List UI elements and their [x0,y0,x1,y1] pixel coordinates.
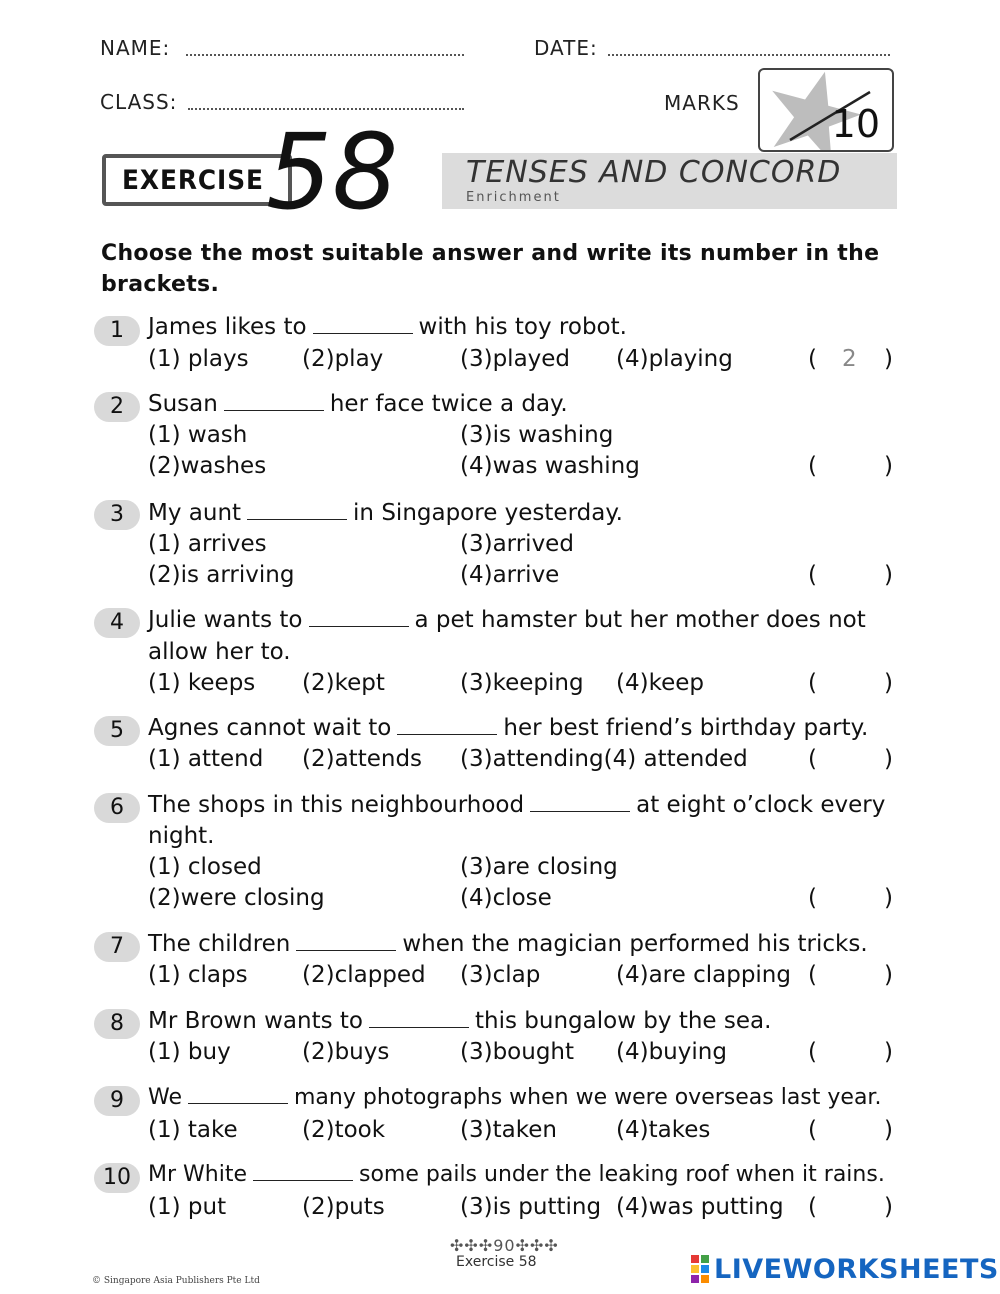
option: (1) take [148,1117,238,1143]
question-number: 1 [94,316,140,346]
exercise-subtitle: Enrichment [466,190,561,205]
answer-bracket[interactable]: ( ) [808,885,893,911]
question-number: 5 [94,716,140,746]
option: (3)clap [460,962,541,988]
option: (2)took [302,1117,386,1143]
answer-bracket[interactable]: ( ) [808,1117,893,1143]
answer-blank [224,392,324,411]
brand-name: LIVEWORKSHEETS [714,1253,999,1285]
class-field[interactable] [188,108,464,110]
question-text: The shops in this neighbourhood at eight o’clock every [148,792,886,818]
answer-bracket[interactable]: ( ) [808,562,893,588]
question-text: James likes to with his toy robot. [148,314,627,340]
answer-bracket[interactable]: ( ) [808,746,893,772]
option: (2)were closing [148,885,325,911]
question-number: 8 [94,1009,140,1039]
option: (3)is putting [460,1194,602,1220]
answer-blank [247,501,347,520]
exercise-number: 58 [266,111,399,233]
instructions: Choose the most suitable answer and write its number in the brackets. [101,241,880,297]
option: (4)buying [616,1039,727,1065]
exercise-word: EXERCISE [122,165,264,196]
copyright: © Singapore Asia Publishers Pte Ltd [92,1276,260,1286]
answer-bracket[interactable]: ( 2 ) [808,346,893,372]
option: (1) put [148,1194,227,1220]
date-label: DATE: [534,36,598,60]
option: (4)arrive [460,562,560,588]
title-band [442,153,897,209]
question-number: 7 [94,932,140,962]
name-label: NAME: [100,36,171,60]
question-number: 3 [94,500,140,530]
answer-blank [296,932,396,951]
option: (3)are closing [460,854,618,880]
option: (1) buy [148,1039,231,1065]
page-exercise-label: Exercise 58 [456,1254,537,1270]
option: (4)close [460,885,552,911]
option: (3)arrived [460,531,574,557]
option: (4)playing [616,346,733,372]
option: (2)play [302,346,384,372]
option: (1) claps [148,962,248,988]
option: (3)is washing [460,422,614,448]
option: (2)clapped [302,962,426,988]
question-number: 6 [94,793,140,823]
date-field[interactable] [608,54,890,56]
question-text: Agnes cannot wait to her best friend’s birthday party. [148,715,869,741]
question-text: The children when the magician performed his tricks. [148,931,868,957]
page-number: ✣✣✣90✣✣✣ [450,1236,559,1255]
question-number: 10 [94,1163,140,1193]
option: (3)bought [460,1039,575,1065]
answer-blank [530,793,630,812]
question-text: My aunt in Singapore yesterday. [148,500,623,526]
answer-blank [313,315,413,334]
question-number: 2 [94,392,140,422]
name-field[interactable] [186,54,464,56]
liveworksheets-logo[interactable] [690,1252,999,1286]
option: (2)kept [302,670,385,696]
option: (4)was washing [460,453,640,479]
exercise-title: TENSES AND CONCORD [466,155,842,190]
answer-blank [369,1009,469,1028]
option: (4)was putting [616,1194,784,1220]
option: (3)keeping [460,670,584,696]
question-text: Mr Brown wants to this bungalow by the sea. [148,1008,772,1034]
class-label: CLASS: [100,90,178,114]
option: (2)is arriving [148,562,295,588]
question-text: We many photographs when we were overseas last year. [148,1085,882,1110]
question-text-continued: allow her to. [148,639,291,665]
answer-blank [309,608,409,627]
exercise-badge [102,154,292,206]
option: (4)takes [616,1117,711,1143]
marks-label: MARKS [664,91,740,115]
answer-bracket[interactable]: ( ) [808,453,893,479]
answer-value[interactable]: 2 [842,346,857,372]
option: (4)are clapping [616,962,791,988]
option: (2)buys [302,1039,390,1065]
logo-blocks-icon [690,1254,712,1284]
option: (1) arrives [148,531,267,557]
answer-blank [188,1085,288,1104]
option: (1) wash [148,422,248,448]
option: (3)played [460,346,571,372]
option: (1) closed [148,854,262,880]
option: (2)attends [302,746,423,772]
option: (2)washes [148,453,267,479]
answer-blank [397,716,497,735]
answer-blank [253,1162,353,1181]
answer-bracket[interactable]: ( ) [808,962,893,988]
question-text: Julie wants to a pet hamster but her mother does not [148,607,866,633]
question-text: Susan her face twice a day. [148,391,568,417]
option: (1) plays [148,346,249,372]
option: (2)puts [302,1194,385,1220]
marks-total: 10 [831,102,880,146]
question-number: 4 [94,608,140,638]
option: (1) keeps [148,670,256,696]
option: (1) attend [148,746,264,772]
question-number: 9 [94,1086,140,1116]
question-text-continued: night. [148,823,215,849]
answer-bracket[interactable]: ( ) [808,1039,893,1065]
answer-bracket[interactable]: ( ) [808,670,893,696]
option: (3)attending(4) attended [460,746,748,772]
answer-bracket[interactable]: ( ) [808,1194,893,1220]
option: (4)keep [616,670,704,696]
question-text: Mr White some pails under the leaking roof when it rains. [148,1162,885,1187]
marks-box [758,68,894,152]
option: (3)taken [460,1117,557,1143]
